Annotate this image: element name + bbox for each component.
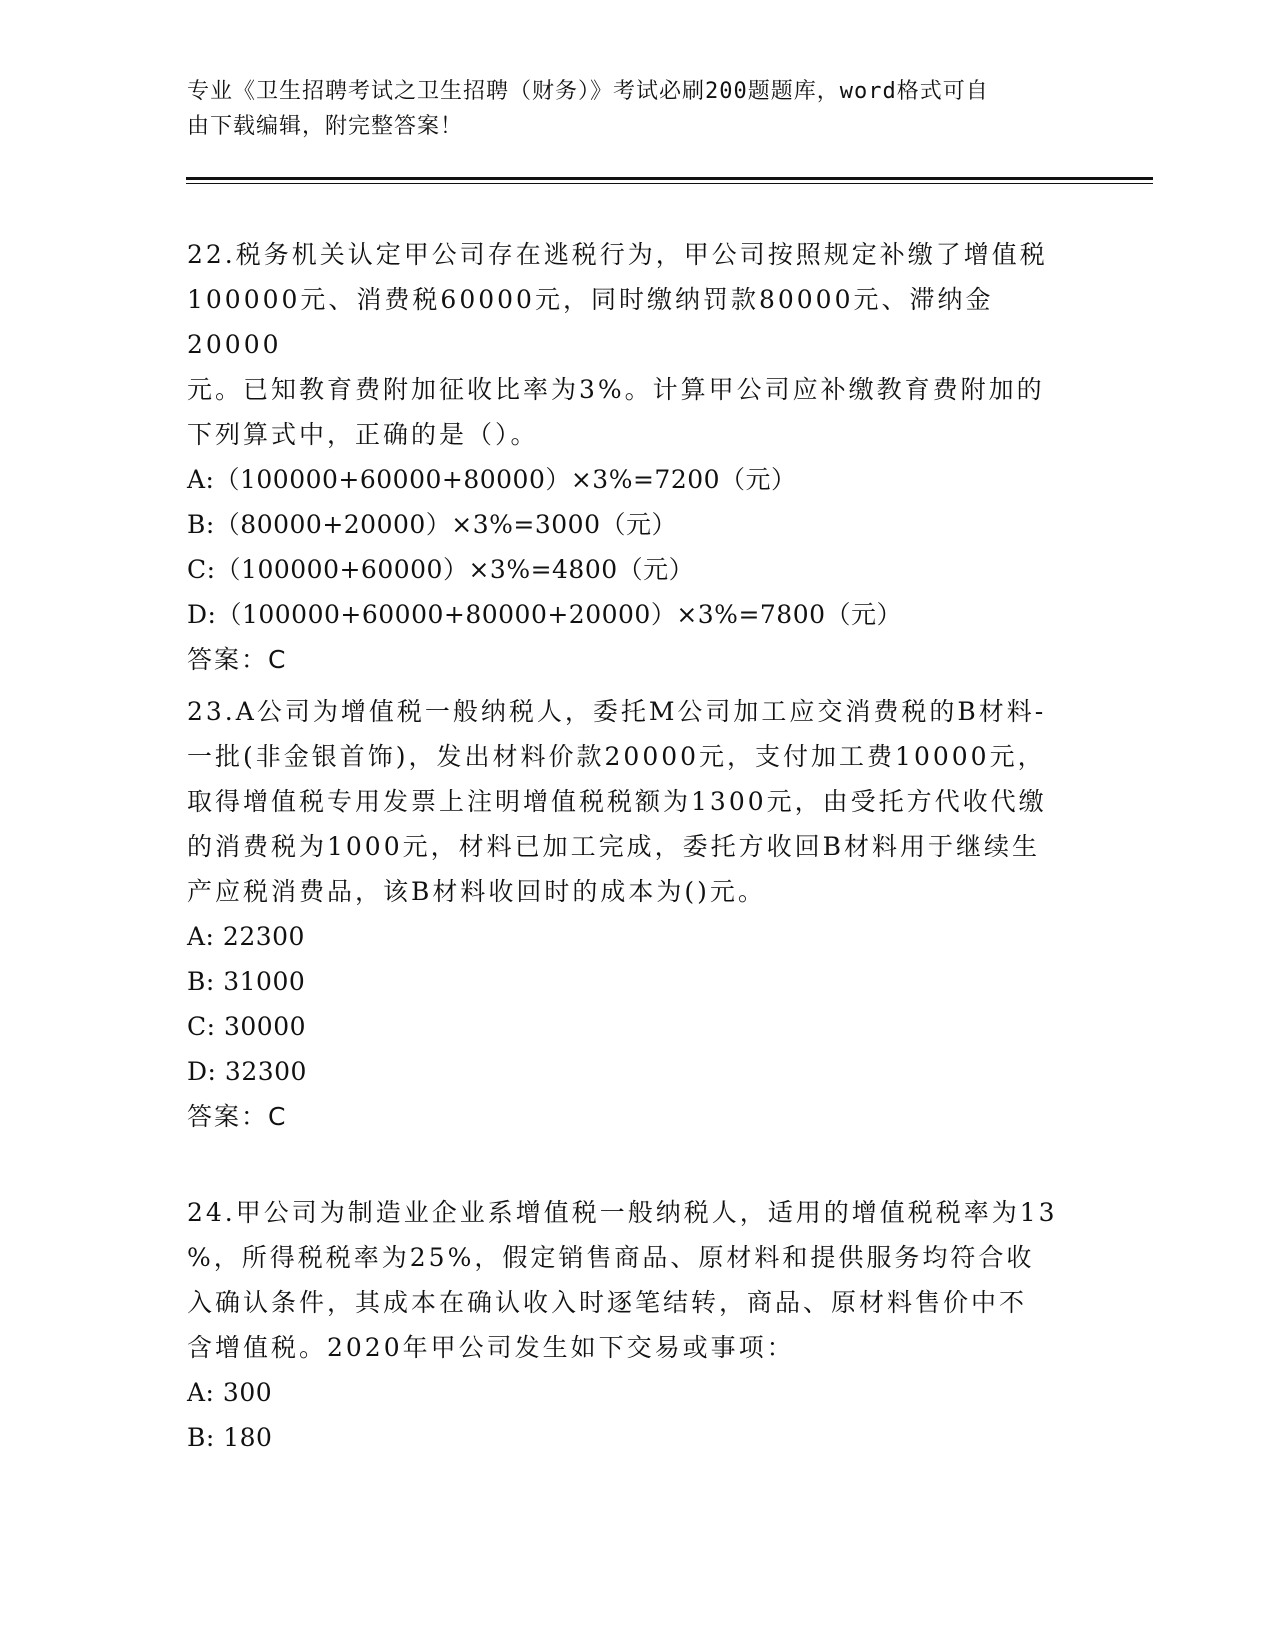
option-a: A: 22300 — [187, 922, 305, 951]
question-24 — [187, 1190, 1087, 1460]
option-a: A:（100000+60000+80000）×3%=7200（元） — [187, 465, 797, 494]
option-b: B: 180 — [187, 1423, 273, 1452]
question-stem-line: 22.税务机关认定甲公司存在逃税行为，甲公司按照规定补缴了增值税 — [187, 240, 1048, 269]
option-a: A: 300 — [187, 1378, 273, 1407]
question-stem-line: 入确认条件，其成本在确认收入时逐笔结转，商品、原材料售价中不 — [187, 1288, 1028, 1317]
option-c: C: 30000 — [187, 1012, 307, 1041]
question-stem-line: 下列算式中，正确的是（）。 — [187, 420, 539, 449]
option-d: D:（100000+60000+80000+20000）×3%=7800（元） — [187, 600, 903, 629]
header-line-1: 专业《卫生招聘考试之卫生招聘（财务）》考试必刷200题题库，word格式可自 — [187, 79, 989, 104]
answer-line: 答案：C — [187, 645, 288, 674]
option-d: D: 32300 — [187, 1057, 307, 1086]
question-stem-line: %，所得税税率为25%，假定销售商品、原材料和提供服务均符合收 — [187, 1243, 1035, 1272]
option-c: C:（100000+60000）×3%=4800（元） — [187, 555, 695, 584]
header-divider-thin — [186, 183, 1153, 184]
question-stem-line: 一批(非金银首饰)，发出材料价款20000元，支付加工费10000元， — [187, 742, 1046, 771]
option-b: B:（80000+20000）×3%=3000（元） — [187, 510, 677, 539]
question-stem-line: 元。已知教育费附加征收比率为3%。计算甲公司应补缴教育费附加的 — [187, 375, 1045, 404]
header-line-2: 由下载编辑，附完整答案！ — [187, 114, 464, 139]
answer-line: 答案：C — [187, 1102, 288, 1131]
document-header — [187, 74, 1067, 144]
question-23 — [187, 689, 1087, 1139]
question-stem-line: 的消费税为1000元，材料已加工完成，委托方收回B材料用于继续生 — [187, 832, 1040, 861]
question-stem-line: 产应税消费品，该B材料收回时的成本为()元。 — [187, 877, 766, 906]
question-stem-line: 24.甲公司为制造业企业系增值税一般纳税人，适用的增值税税率为13 — [187, 1198, 1058, 1227]
question-stem-line: 取得增值税专用发票上注明增值税税额为1300元，由受托方代收代缴 — [187, 787, 1047, 816]
question-stem-line: 100000元、消费税60000元，同时缴纳罚款80000元、滞纳金20000 — [187, 285, 994, 359]
question-stem-line: 含增值税。2020年甲公司发生如下交易或事项： — [187, 1333, 795, 1362]
question-22 — [187, 232, 1087, 682]
option-b: B: 31000 — [187, 967, 306, 996]
question-stem-line: 23.A公司为增值税一般纳税人，委托M公司加工应交消费税的B材料- — [187, 697, 1047, 726]
header-divider-thick — [186, 177, 1153, 180]
